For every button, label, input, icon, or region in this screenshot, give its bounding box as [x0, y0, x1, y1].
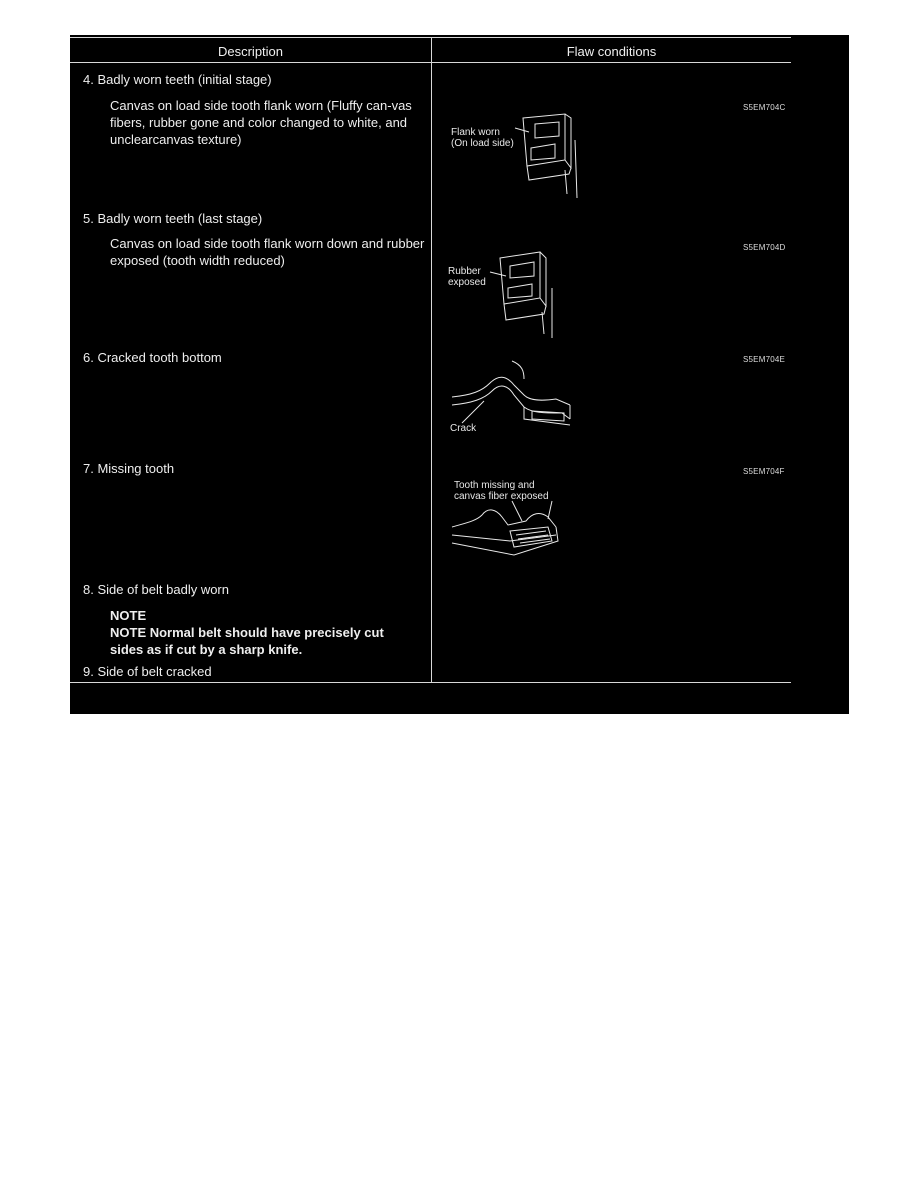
cracked-tooth-illustration [452, 361, 582, 441]
column-divider [431, 37, 432, 683]
missing-tooth-illustration [452, 501, 582, 581]
row-4-detail: Canvas on load side tooth flank worn (Fluffy can-vas fibers, rubber gone and color changed to white, and unclearcanvas texture) [110, 98, 412, 147]
row-4-figure-label: Flank worn (On load side) [451, 127, 514, 149]
row-7-figure-code: S5EM704F [743, 467, 785, 476]
scanned-table [70, 35, 849, 714]
row-4-figure-code: S5EM704C [743, 103, 786, 112]
row-4-title: 4. Badly worn teeth (initial stage) [83, 72, 272, 87]
row-5-figure-code: S5EM704D [743, 243, 786, 252]
row-5-detail: Canvas on load side tooth flank worn down and rubber exposed (tooth width reduced) [110, 236, 425, 268]
row-8-note-heading: NOTE [110, 608, 147, 623]
rubber-exposed-illustration [490, 248, 560, 338]
row-9-title: 9. Side of belt cracked [83, 664, 212, 679]
row-8-note-text: NOTE Normal belt should have precisely cut sides as if cut by a sharp knife. [110, 625, 384, 657]
row-7-title: 7. Missing tooth [83, 461, 175, 476]
row-6-figure-label: Crack [450, 423, 477, 434]
row-7-figure-label: Tooth missing and canvas fiber exposed [454, 480, 549, 502]
row-6-title: 6. Cracked tooth bottom [83, 350, 222, 365]
worn-tooth-flank-illustration [515, 110, 585, 200]
row-5-figure-label: Rubber exposed [448, 266, 486, 288]
row-5-title: 5. Badly worn teeth (last stage) [83, 211, 263, 226]
header-flaw-conditions: Flaw conditions [566, 44, 657, 59]
header-description: Description [217, 44, 284, 59]
row-6-figure-code: S5EM704E [743, 355, 786, 364]
row-8-title: 8. Side of belt badly worn [83, 582, 229, 597]
